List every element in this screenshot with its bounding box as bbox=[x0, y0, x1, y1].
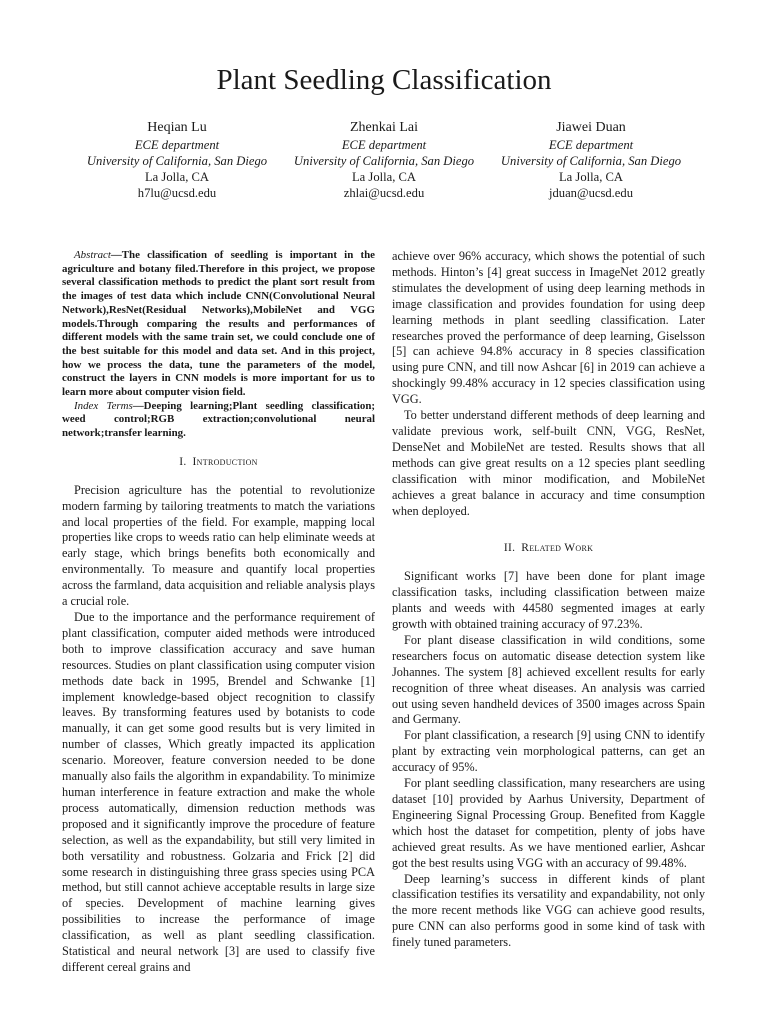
index-terms bbox=[62, 400, 375, 441]
section-number: II. bbox=[503, 542, 516, 555]
author-department: ECE department bbox=[548, 138, 634, 152]
author-name: Heqian Lu bbox=[147, 120, 207, 135]
author-block bbox=[491, 119, 691, 201]
paper-title: Plant Seedling Classification bbox=[216, 64, 552, 96]
paragraph: For plant classification, a research [9] using CNN to identify plant by extracting vein morphological patterns, can get an accuracy of 95%. bbox=[392, 728, 705, 775]
paragraph: For plant disease classification in wild conditions, some researchers focus on automatic disease detection system like Johannes. The system [8] achieved excellent results for early recognition of three wheat diseases. An analysis was carried out using seven handheld devices of 3500 images across Spain and Germany. bbox=[392, 632, 705, 727]
author-email: h7lu@ucsd.edu bbox=[137, 186, 217, 200]
author-university: University of California, San Diego bbox=[293, 154, 475, 168]
section-title: Introduction bbox=[192, 455, 258, 468]
author-location: La Jolla, CA bbox=[144, 170, 209, 184]
paragraph: Significant works [7] have been done for plant image classification tasks, including classification between maize plants and weeds with 44580 segmented images at early growth with obtained training accuracy of 97.23%. bbox=[392, 569, 705, 632]
paragraph-continued: achieve over 96% accuracy, which shows the potential of such methods. Hinton’s [4] great success in ImageNet 2012 greatly stimulates the development of using deep learning methods in image classification and provides foundation for using deep learning methods in plant seedling classification. Later researches proved the performance of deep learning, Giselsson [5] can achieve 94.8% accuracy in 8 species classification using pure CNN, and till now Ashcar [6] in 2019 can achieve a shockingly 99.48% accuracy in 12 species classification using VGG. bbox=[392, 249, 705, 407]
section-number: I. bbox=[179, 455, 187, 468]
abstract-lead: Abstract bbox=[74, 249, 111, 261]
index-terms-lead: Index Terms bbox=[74, 399, 133, 412]
author-block bbox=[284, 119, 484, 201]
section-title: Related Work bbox=[521, 542, 594, 555]
paragraph: Precision agriculture has the potential to revolutionize modern farming by tailoring treatments to match the variations and local properties of the field. For example, mapping local properties like crops to weeds ratio can help eliminate weeds at early stage, which brings benefits both economically and environmentally. To measure and quantify local properties across the farmland, data acquisition and reliable analysis plays a crucial role. bbox=[62, 482, 375, 609]
section-heading-introduction bbox=[62, 455, 375, 471]
author-email: jduan@ucsd.edu bbox=[549, 186, 633, 200]
author-university: University of California, San Diego bbox=[500, 154, 682, 168]
paragraph: To better understand different methods of deep learning and validate previous work, self-built CNN, VGG, ResNet, DenseNet and MobileNet are tested. Results shows that all methods can give great results on a 12 species plant seedling classification with minor modification, and MobileNet achieves a great balance in accuracy and time consumption when deployed. bbox=[392, 408, 705, 518]
author-name: Zhenkai Lai bbox=[349, 120, 419, 135]
index-terms-text: —Deeping learning;Plant seedling classification; weed control;RGB extraction;convolutional neural network;transfer learning. bbox=[62, 399, 375, 440]
author-location: La Jolla, CA bbox=[558, 170, 623, 184]
section-heading-related-work bbox=[392, 541, 705, 557]
abstract-text: —The classification of seedling is important in the agriculture and botany filed.Therefore in this project, we propose several classification methods to predict the plant sort result from the images of test data which include CNN(Convolutional Neural Network),ResNet(Residual Networks),MobileNet and VGG models.Through comparing the results and performances of different models with the same train set, we could conclude one of the best suitable for this model and data set. And in this project, how we process the data, tune the parameters of the model, construct the layers in CNN models is more important for us to learn more about computer vision field. bbox=[62, 249, 375, 399]
author-block bbox=[77, 119, 277, 201]
paragraph: Deep learning’s success in different kinds of plant classification testifies its versatility and expandability, not only the more recent methods like VGG can achieve good results, pure CNN can also performs good in some kind of task with finely tuned parameters. bbox=[392, 871, 705, 950]
paragraph: Due to the importance and the performance requirement of plant classification, computer aided methods were introduced both to improve classification accuracy and save human resources. Studies on plant classification using computer vision methods date back in 1995, Brendel and Schwanke [1] implement knowledge-based object recognition to classify leaves. By transforming features used by botanists to code manually, it can get some good results but is very limited in number of classes, Which greatly impacted its application scenario. Moreover, feature conversion needed to be done manually also fails the algorithm in expandability. To minimize human interference in feature extraction and make the whole process automatically, dimension reduction methods was proposed and it significantly improve the procedure of feature selection, as well as the expandability, but still very limited in both versatility and robustness. Golzaria and Frick [2] did some research in distinguishing three grass species using PCA method, but still cannot achieve acceptable results in large size of species. Development of machine learning gives possibilities to increase the performance of image classification, as well as plant seedling classification. Statistical and neural network [3] are used to classify five different cereal grains and bbox=[62, 610, 375, 974]
author-location: La Jolla, CA bbox=[351, 170, 416, 184]
abstract bbox=[62, 249, 375, 400]
author-name: Jiawei Duan bbox=[556, 120, 626, 135]
paragraph: For plant seedling classification, many researchers are using dataset [10] provided by Aarhus University, Department of Engineering Signal Processing Group. Benefited from Kaggle which host the dataset for competition, plenty of jobs have achieved great results. As we have mentioned earlier, Ashcar got the best results using VGG with an accuracy of 99.48%. bbox=[392, 776, 705, 870]
author-department: ECE department bbox=[341, 138, 427, 152]
author-university: University of California, San Diego bbox=[86, 154, 268, 168]
left-column bbox=[62, 249, 375, 976]
author-department: ECE department bbox=[134, 138, 220, 152]
right-column bbox=[392, 249, 705, 951]
author-email: zhlai@ucsd.edu bbox=[343, 186, 425, 200]
